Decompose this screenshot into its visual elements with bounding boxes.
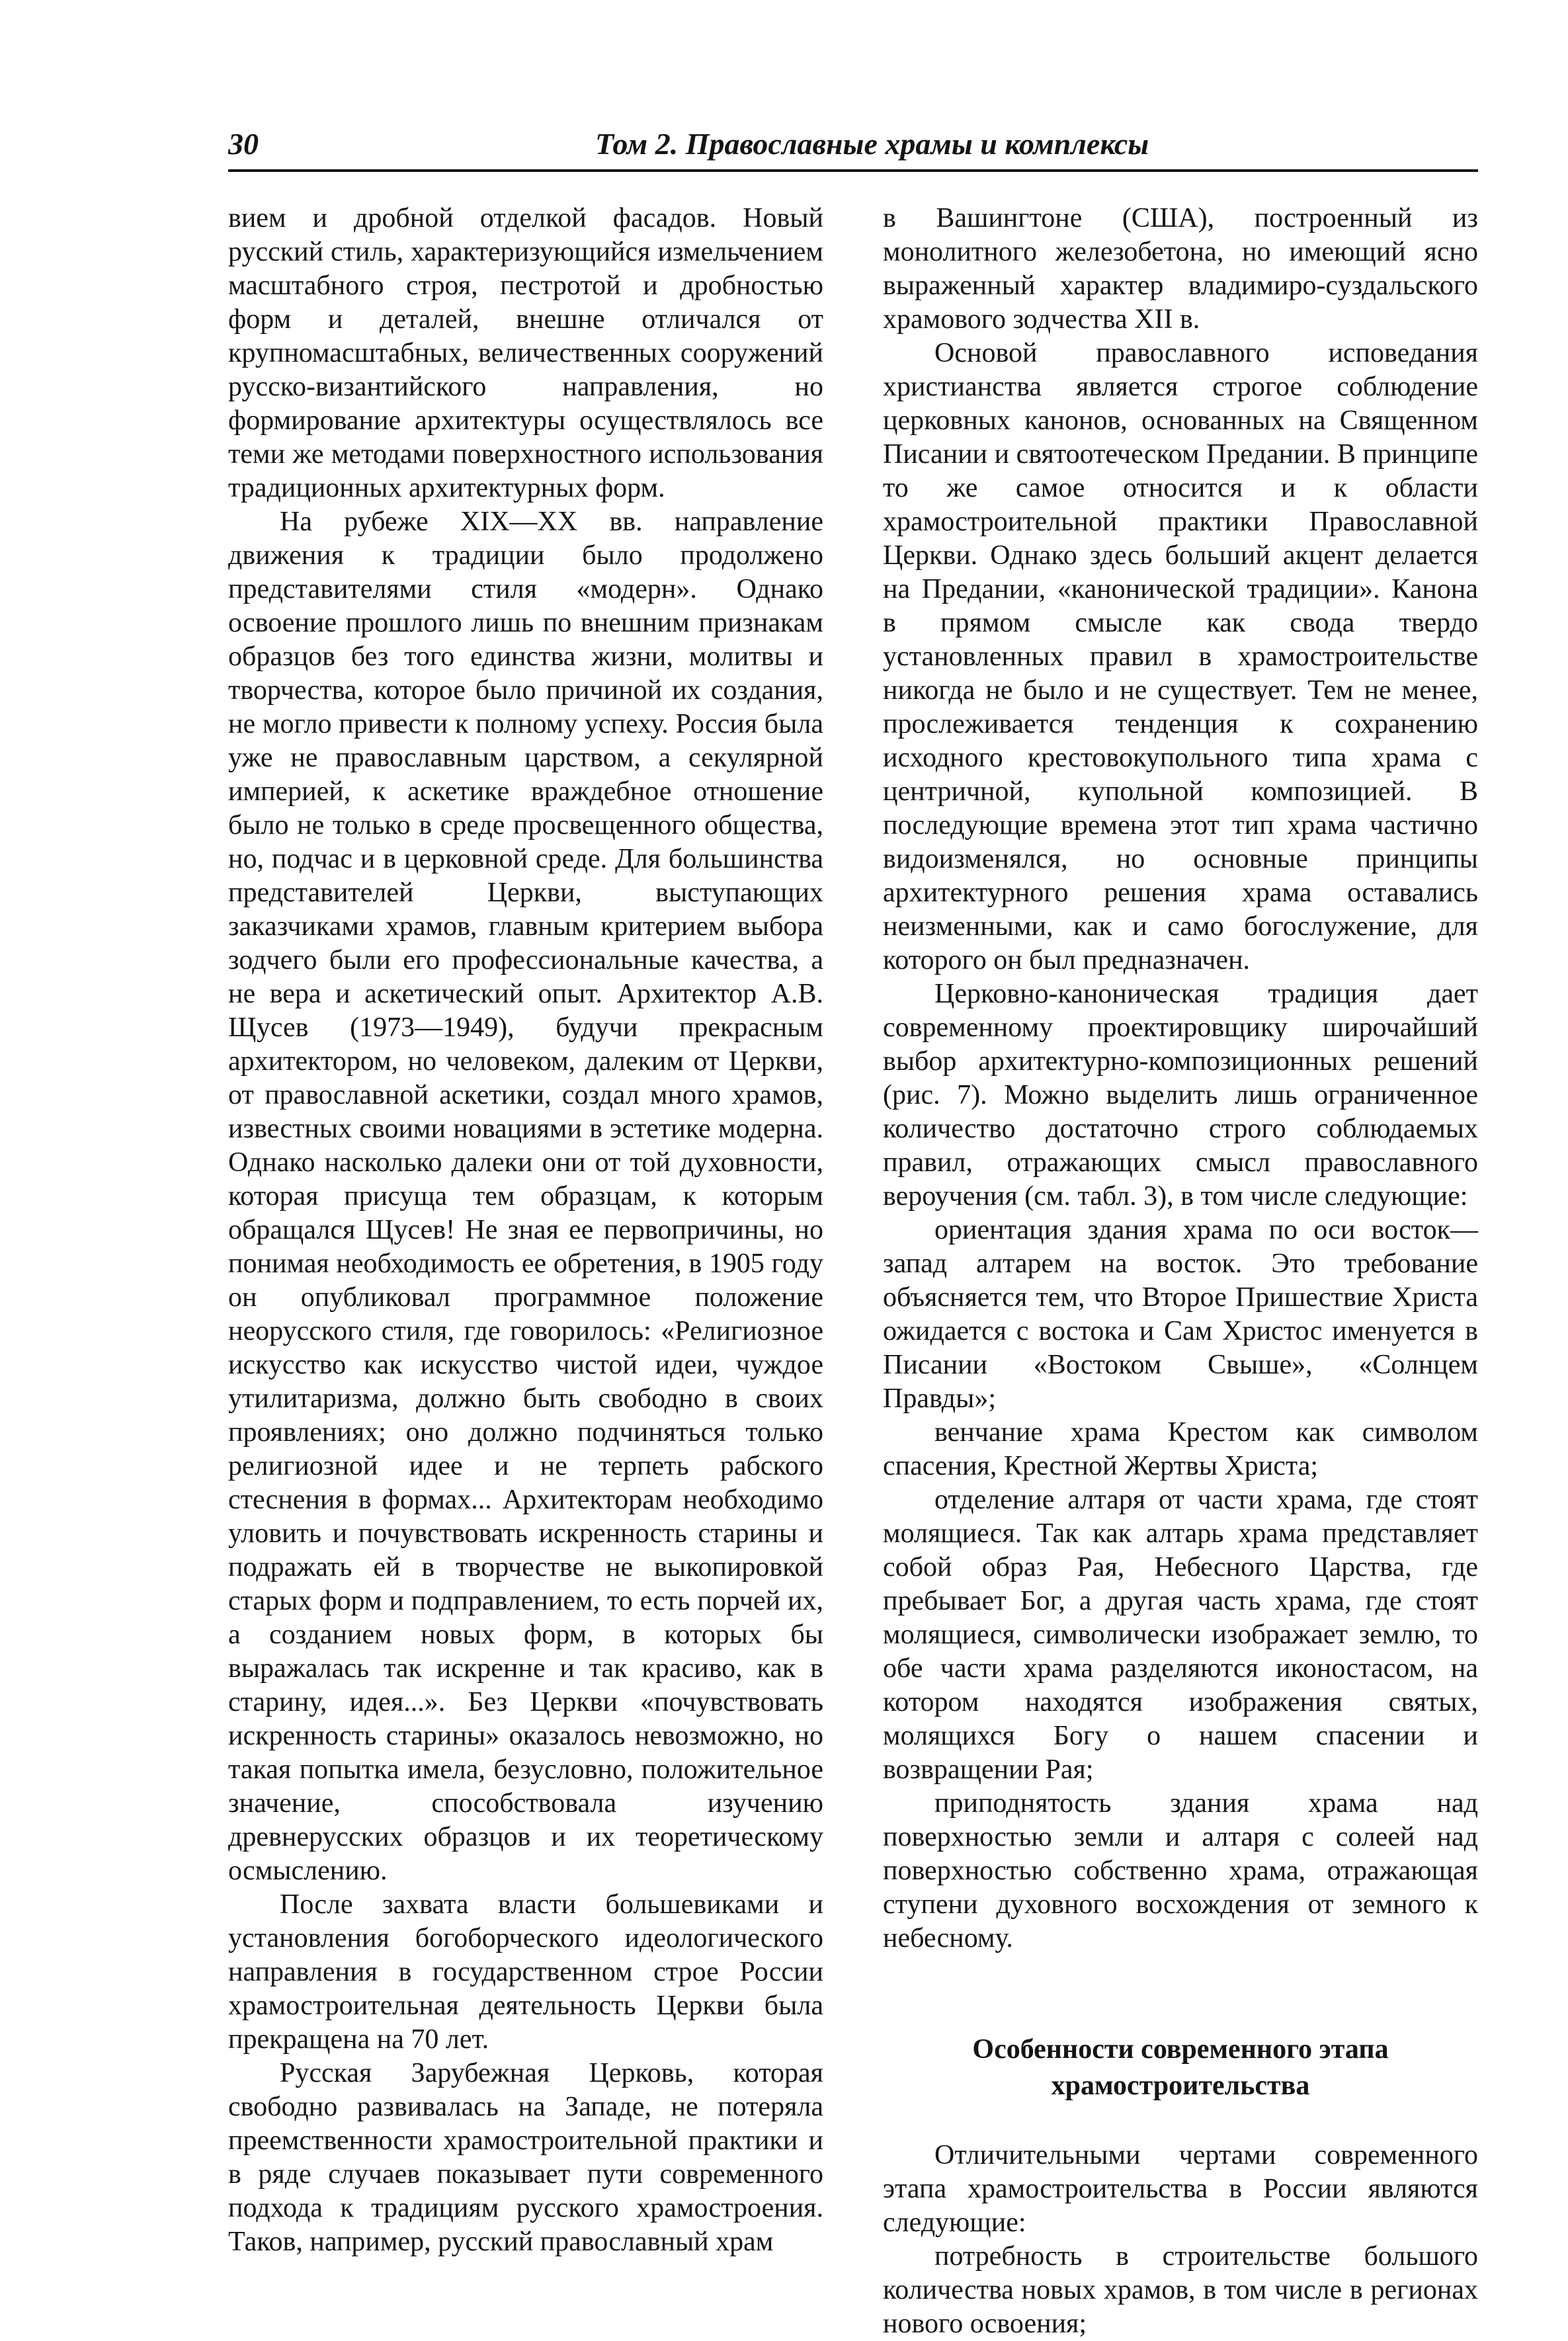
paragraph: Русская Зарубежная Церковь, которая свободно развивалась на Западе, не потеряла преемственности храмостроительной практики и в ряде случаев показывает пути современного подхода к традициям русского храмостроения. Таков, например, русский православный храм	[228, 2058, 823, 2257]
list-item: потребность в строительстве большого количества новых храмов, в том числе в регионах нового освоения;	[883, 2241, 1478, 2339]
header-rule	[228, 169, 1478, 172]
page-number: 30	[228, 127, 259, 161]
list-item: венчание храма Крестом как символом спасения, Крестной Жертвы Христа;	[883, 1417, 1478, 1481]
paragraph: На рубеже XIX—XX вв. направление движения к традиции было продолжено представителями стиля «модерн». Однако освоение прошлого лишь по внешним признакам образцов без того единства жизни, молитвы и творчества, которое было причиной их создания, не могло привести к полному успеху. Россия была уже не православным царством, а секулярной империей, к аскетике враждебное отношение было не только в среде просвещенного общества, но, подчас и в церковной среде. Для большинства представителей Церкви, выступающих заказчиками храмов, главным критерием выбора зодчего были его профессиональные качества, а не вера и аскетический опыт. Архитектор А.В. Щусев (1973—1949), будучи прекрасным архитектором, но человеком, далеким от Церкви, от православной аскетики, создал много храмов, известных своими новациями в эстетике модерна. Однако насколько далеки они от той духовности, которая присуща тем образцам, к которым обращался Щусев! Не зная ее первопричины, но понимая необходимость ее обретения, в 1905 году он опубликовал программное положение неорусского стиля, где говорилось: «Религиозное искусство как искусство чистой идеи, чуждое утилитаризма, должно быть свободно в своих проявлениях; оно должно подчиняться только религиозной идее и не терпеть рабского стеснения в формах... Архитекторам необходимо уловить и почувствовать искренность старины и подражать ей в творчестве не выкопировкой старых форм и подправлением, то есть порчей их, а созданием новых форм, в которых бы выражалась так искренне и так красиво, как в старину, идея...». Без Церкви «почувствовать искренность старины» оказалось невозможно, но такая попытка имела, безусловно, положительное значение, способствовала изучению древнерусских образцов и их теоретическому осмыслению.	[228, 507, 823, 1886]
paragraph: Отличительными чертами современного этапа храмостроительства в России являются следующие:	[883, 2140, 1478, 2238]
page-header	[228, 124, 1478, 172]
section-heading: Особенности современного этапа храмостроительства	[972, 2034, 1389, 2101]
right-column	[883, 202, 1478, 2341]
paragraph: вием и дробной отделкой фасадов. Новый русский стиль, характеризующийся измельчением масштабного строя, пестротой и дробностью форм и деталей, внешне отличался от крупномасштабных, величественных сооружений русско-византийского направления, но формирование архитектуры осуществлялось все теми же методами поверхностного использования традиционных архитектурных форм.	[228, 203, 823, 503]
paragraph: Церковно-каноническая традиция дает современному проектировщику широчайший выбор архитектурно-композиционных решений (рис. 7). Можно выделить лишь ограниченное количество достаточно строго соблюдаемых правил, отражающих смысл православного вероучения (см. табл. 3), в том числе следующие:	[883, 979, 1478, 1212]
list-item: отделение алтаря от части храма, где стоят молящиеся. Так как алтарь храма представляет собой образ Рая, Небесного Царства, где пребывает Бог, а другая часть храма, где стоят молящиеся, символически изображает землю, то обе части храма разделяются иконостасом, на котором находятся изображения святых, молящихся Богу о нашем спасении и возвращении Рая;	[883, 1485, 1478, 1785]
paragraph: в Вашингтоне (США), построенный из монолитного железобетона, но имеющий ясно выраженный характер владимиро-суздальского храмового зодчества XII в.	[883, 203, 1478, 335]
list-item: приподнятость здания храма над поверхностью земли и алтаря с солеей над поверхностью собственно храма, отражающая ступени духовного восхождения от земного к небесному.	[883, 1788, 1478, 1953]
paragraph: Основой православного исповедания христианства является строгое соблюдение церковных канонов, основанных на Священном Писании и святоотеческом Предании. В принципе то же самое относится и к области храмостроительной практики Православной Церкви. Однако здесь больший акцент делается на Предании, «канонической традиции». Канона в прямом смысле как свода твердо установленных правил в храмостроительстве никогда не было и не существует. Тем не менее, прослеживается тенденция к сохранению исходного крестовокупольного типа храма с центричной, купольной композицией. В последующие времена этот тип храма частично видоизменялся, но основные принципы архитектурного решения храма оставались неизменными, как и само богослужение, для которого он был предназначен.	[883, 338, 1478, 975]
left-column	[228, 202, 823, 2259]
running-title: Том 2. Православные храмы и комплексы	[595, 127, 1149, 161]
list-item: ориентация здания храма по оси восток—запад алтарем на восток. Это требование объясняется тем, что Второе Пришествие Христа ожидается с востока и Сам Христос именуется в Писании «Востоком Свыше», «Солнцем Правды»;	[883, 1215, 1478, 1414]
paragraph: После захвата власти большевиками и установления богоборческого идеологического направления в государственном строе России храмостроительная деятельность Церкви была прекращена на 70 лет.	[228, 1889, 823, 2055]
